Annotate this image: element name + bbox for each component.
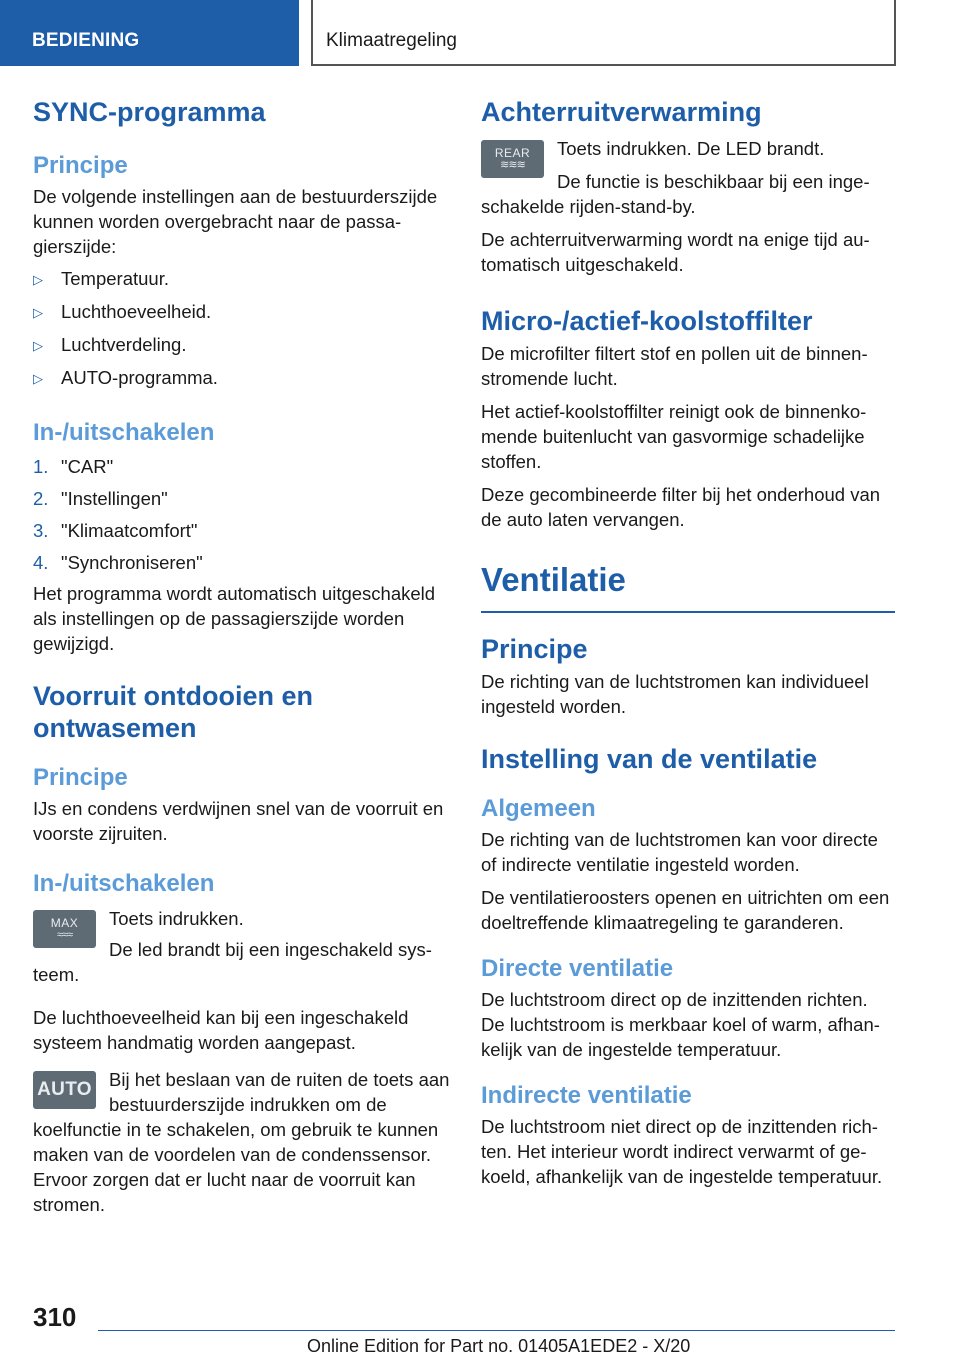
micro-text-1: De microfilter filtert stof en pollen uit de binnenstromende lucht.	[481, 343, 868, 389]
footer-edition: Online Edition for Part no. 01405A1EDE2 - X/20	[307, 1336, 691, 1356]
micro-text-3: Deze gecombineerde filter bij het onderhoud van de auto laten vervangen.	[481, 484, 881, 530]
voorruit-title: Voorruit ontdooien en ontwasemen	[33, 681, 313, 743]
list-item: 3. "Klimaatcomfort"	[33, 520, 198, 541]
triangle-bullet-icon: ▷	[33, 305, 43, 320]
principe-title: Principe	[481, 634, 588, 664]
achterruit-title: Achterruitverwarming	[481, 97, 762, 127]
list-item: 2. "Instellingen"	[33, 488, 168, 509]
rear-text: De achterruitverwarming wordt na enige tijd automatisch uitgeschakeld.	[481, 229, 870, 275]
micro-filter-title: Micro-/actief-koolstoffilter	[481, 306, 813, 336]
auto-button-block	[33, 1067, 453, 1217]
indirecte-text: De luchtstroom niet direct op de inzittenden richten. Het interieur wordt indirect verwarmt of gekoeld, afhankelijk van de ingestelde temperatuur.	[481, 1116, 883, 1187]
list-item: ▷ AUTO-programma.	[33, 365, 453, 391]
auto-icon: AUTO	[33, 1071, 96, 1109]
list-item: ▷ Temperatuur.	[33, 266, 453, 292]
list-item: 4. "Synchroniseren"	[33, 552, 203, 573]
rear-line-2: De functie is beschikbaar bij een ingeschakelde rijden-stand-by.	[481, 171, 870, 217]
rear-button-block	[481, 136, 895, 219]
section-rule	[481, 611, 895, 613]
ventilatie-title: Ventilatie	[481, 561, 626, 598]
algemeen-text-1: De richting van de luchtstromen kan voor directe of indirecte ventilatie ingesteld worden.	[481, 829, 878, 875]
in-uitschakelen-title: In-/uitschakelen	[33, 419, 215, 446]
max-line-1: Toets indrukken.	[109, 908, 244, 929]
algemeen-text-2: De ventilatieroosters openen en uitrichten om een doeltreffende klimaatregeling te garanderen.	[481, 887, 890, 933]
algemeen-title: Algemeen	[481, 795, 596, 822]
step-list	[33, 454, 453, 575]
triangle-bullet-icon: ▷	[33, 338, 43, 353]
max-button-block	[33, 906, 453, 987]
directe-title: Directe ventilatie	[481, 955, 674, 982]
rear-defrost-icon: REAR ≋≋≋	[481, 140, 544, 178]
principe-title: Principe	[33, 152, 128, 179]
auto-text: Bij het beslaan van de ruiten de toets aan bestuurderszijde indrukken om de koelfunctie in te schakelen, om gebruik te kunnen maken van de voordelen van de condenssensor. Ervoor zorgen dat er lucht naar de voorruit kan stromen.	[33, 1069, 450, 1215]
triangle-bullet-icon: ▷	[33, 272, 43, 287]
sync-text: Het programma wordt automatisch uitgeschakeld als instellingen op de passagierszijde worden gewijzigd.	[33, 583, 436, 654]
principe-text: De volgende instellingen aan de bestuurderszijde kunnen worden overgebracht naar de passagierszijde:	[33, 186, 438, 257]
right-column	[481, 96, 895, 1189]
max-line-2: De led brandt bij een ingeschakeld systeem.	[33, 939, 432, 985]
header-chapter: Klimaatregeling	[311, 0, 896, 66]
max-text: De luchthoeveelheid kan bij een ingeschakeld systeem handmatig worden aangepast.	[33, 1007, 409, 1053]
page-number: 310	[33, 1302, 77, 1332]
sync-title: SYNC-programma	[33, 97, 266, 127]
list-item: 1. "CAR"	[33, 456, 114, 477]
in-uitschakelen-title: In-/uitschakelen	[33, 870, 215, 897]
list-item: ▷ Luchthoeveelheid.	[33, 299, 453, 325]
list-item: ▷ Luchtverdeling.	[33, 332, 453, 358]
rear-line-1: Toets indrukken. De LED brandt.	[557, 138, 825, 159]
left-column	[33, 96, 453, 1217]
indirecte-title: Indirecte ventilatie	[481, 1082, 692, 1109]
directe-text: De luchtstroom direct op de inzittenden richten. De luchtstroom is merkbaar koel of warm, afhankelijk van de ingestelde temperatuur.	[481, 989, 880, 1060]
micro-text-2: Het actief-koolstoffilter reinigt ook de binnenkomende buitenlucht van gasvormige schadelijke stoffen.	[481, 401, 867, 472]
triangle-bullet-icon: ▷	[33, 371, 43, 386]
principe-text: De richting van de luchtstromen kan individueel ingesteld worden.	[481, 671, 869, 717]
instelling-title: Instelling van de ventilatie	[481, 744, 818, 774]
max-defrost-icon: MAX ≈≈≈	[33, 910, 96, 948]
principe-title: Principe	[33, 764, 128, 791]
header-section: BEDIENING	[0, 0, 299, 66]
bullet-list	[33, 266, 453, 391]
footer-rule	[98, 1330, 895, 1331]
principe-text: IJs en condens verdwijnen snel van de voorruit en voorste zijruiten.	[33, 798, 444, 844]
